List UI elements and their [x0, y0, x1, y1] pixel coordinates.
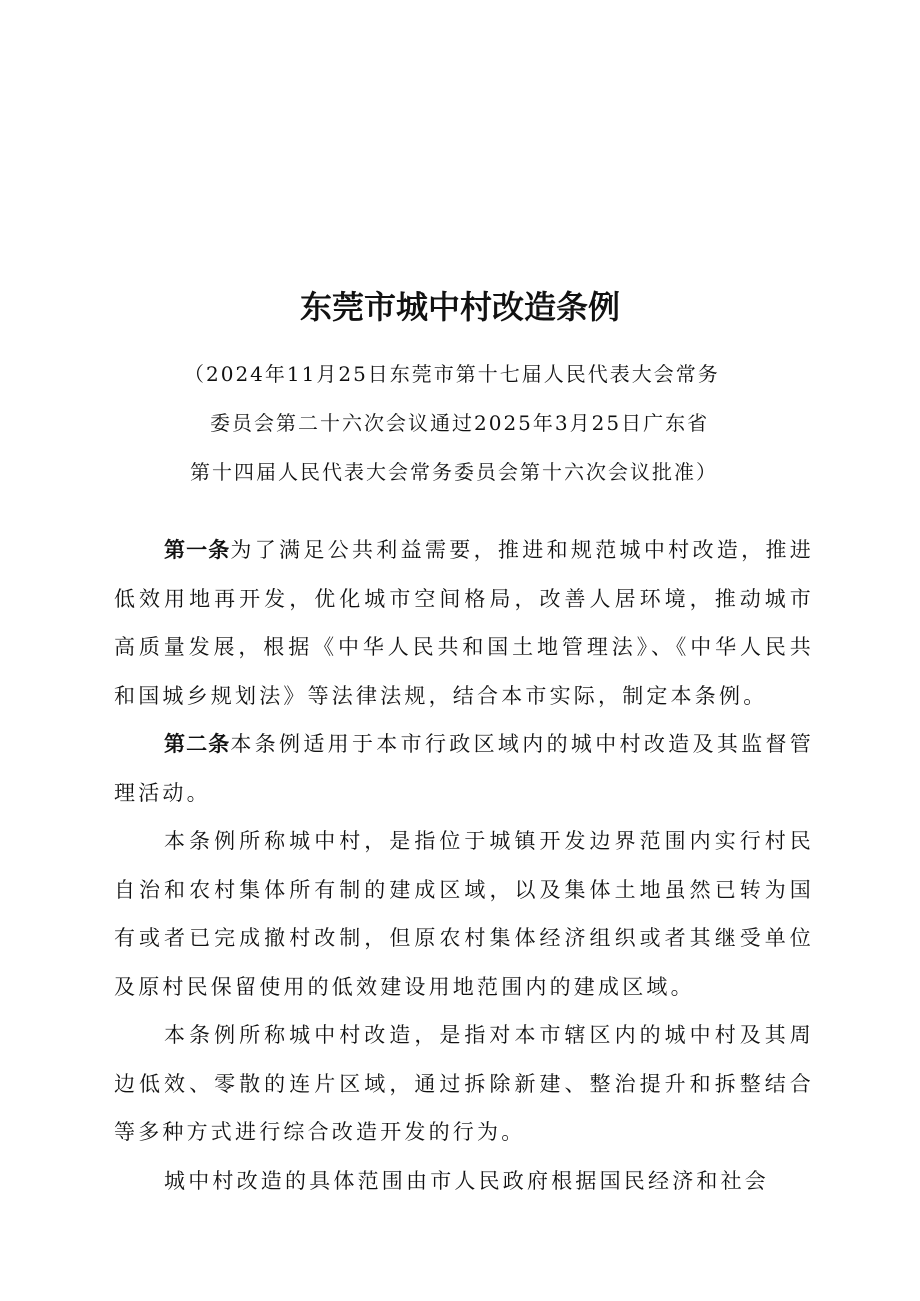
paragraph-text: 本条例所称城中村改造，是指对本市辖区内的城中村及其周边低效、零散的连片区域，通过拆除新建、整治提升和拆整结合等多种方式进行综合改造开发的行为。	[114, 1023, 814, 1144]
article-paragraph	[114, 720, 814, 817]
article-number: 第一条	[164, 538, 231, 562]
article-number: 第二条	[164, 732, 231, 756]
subtitle-line: 委员会第二十六次会议通过2025年3月25日广东省	[210, 411, 710, 435]
body-paragraph	[114, 1157, 814, 1206]
paragraph-text: 本条例所称城中村，是指位于城镇开发边界范围内实行村民自治和农村集体所有制的建成区域，以及集体土地虽然已转为国有或者已完成撤村改制，但原农村集体经济组织或者其继受单位及原村民保留使用的低效建设用地范围内的建成区域。	[114, 829, 814, 999]
paragraph-text: 城中村改造的具体范围由市人民政府根据国民经济和社会	[164, 1168, 769, 1193]
article-paragraph	[114, 526, 814, 720]
body-paragraph	[114, 817, 814, 1011]
subtitle-line: 第十四届人民代表大会常务委员会第十六次会议批准）	[190, 460, 718, 484]
subtitle-line: （2024年11月25日东莞市第十七届人民代表大会常务	[184, 362, 720, 386]
body-paragraph	[114, 1011, 814, 1157]
paragraph-text: 为了满足公共利益需要，推进和规范城中村改造，推进低效用地再开发，优化城市空间格局，改善人居环境，推动城市高质量发展，根据《中华人民共和国土地管理法》、《中华人民共和国城乡规划法》等法律法规，结合本市实际，制定本条例。	[114, 538, 814, 708]
paragraph-text: 本条例适用于本市行政区域内的城中村改造及其监督管理活动。	[114, 732, 814, 805]
document-subtitle	[150, 350, 790, 497]
document-title: 东莞市城中村改造条例	[299, 288, 620, 327]
document-body	[114, 526, 814, 1205]
